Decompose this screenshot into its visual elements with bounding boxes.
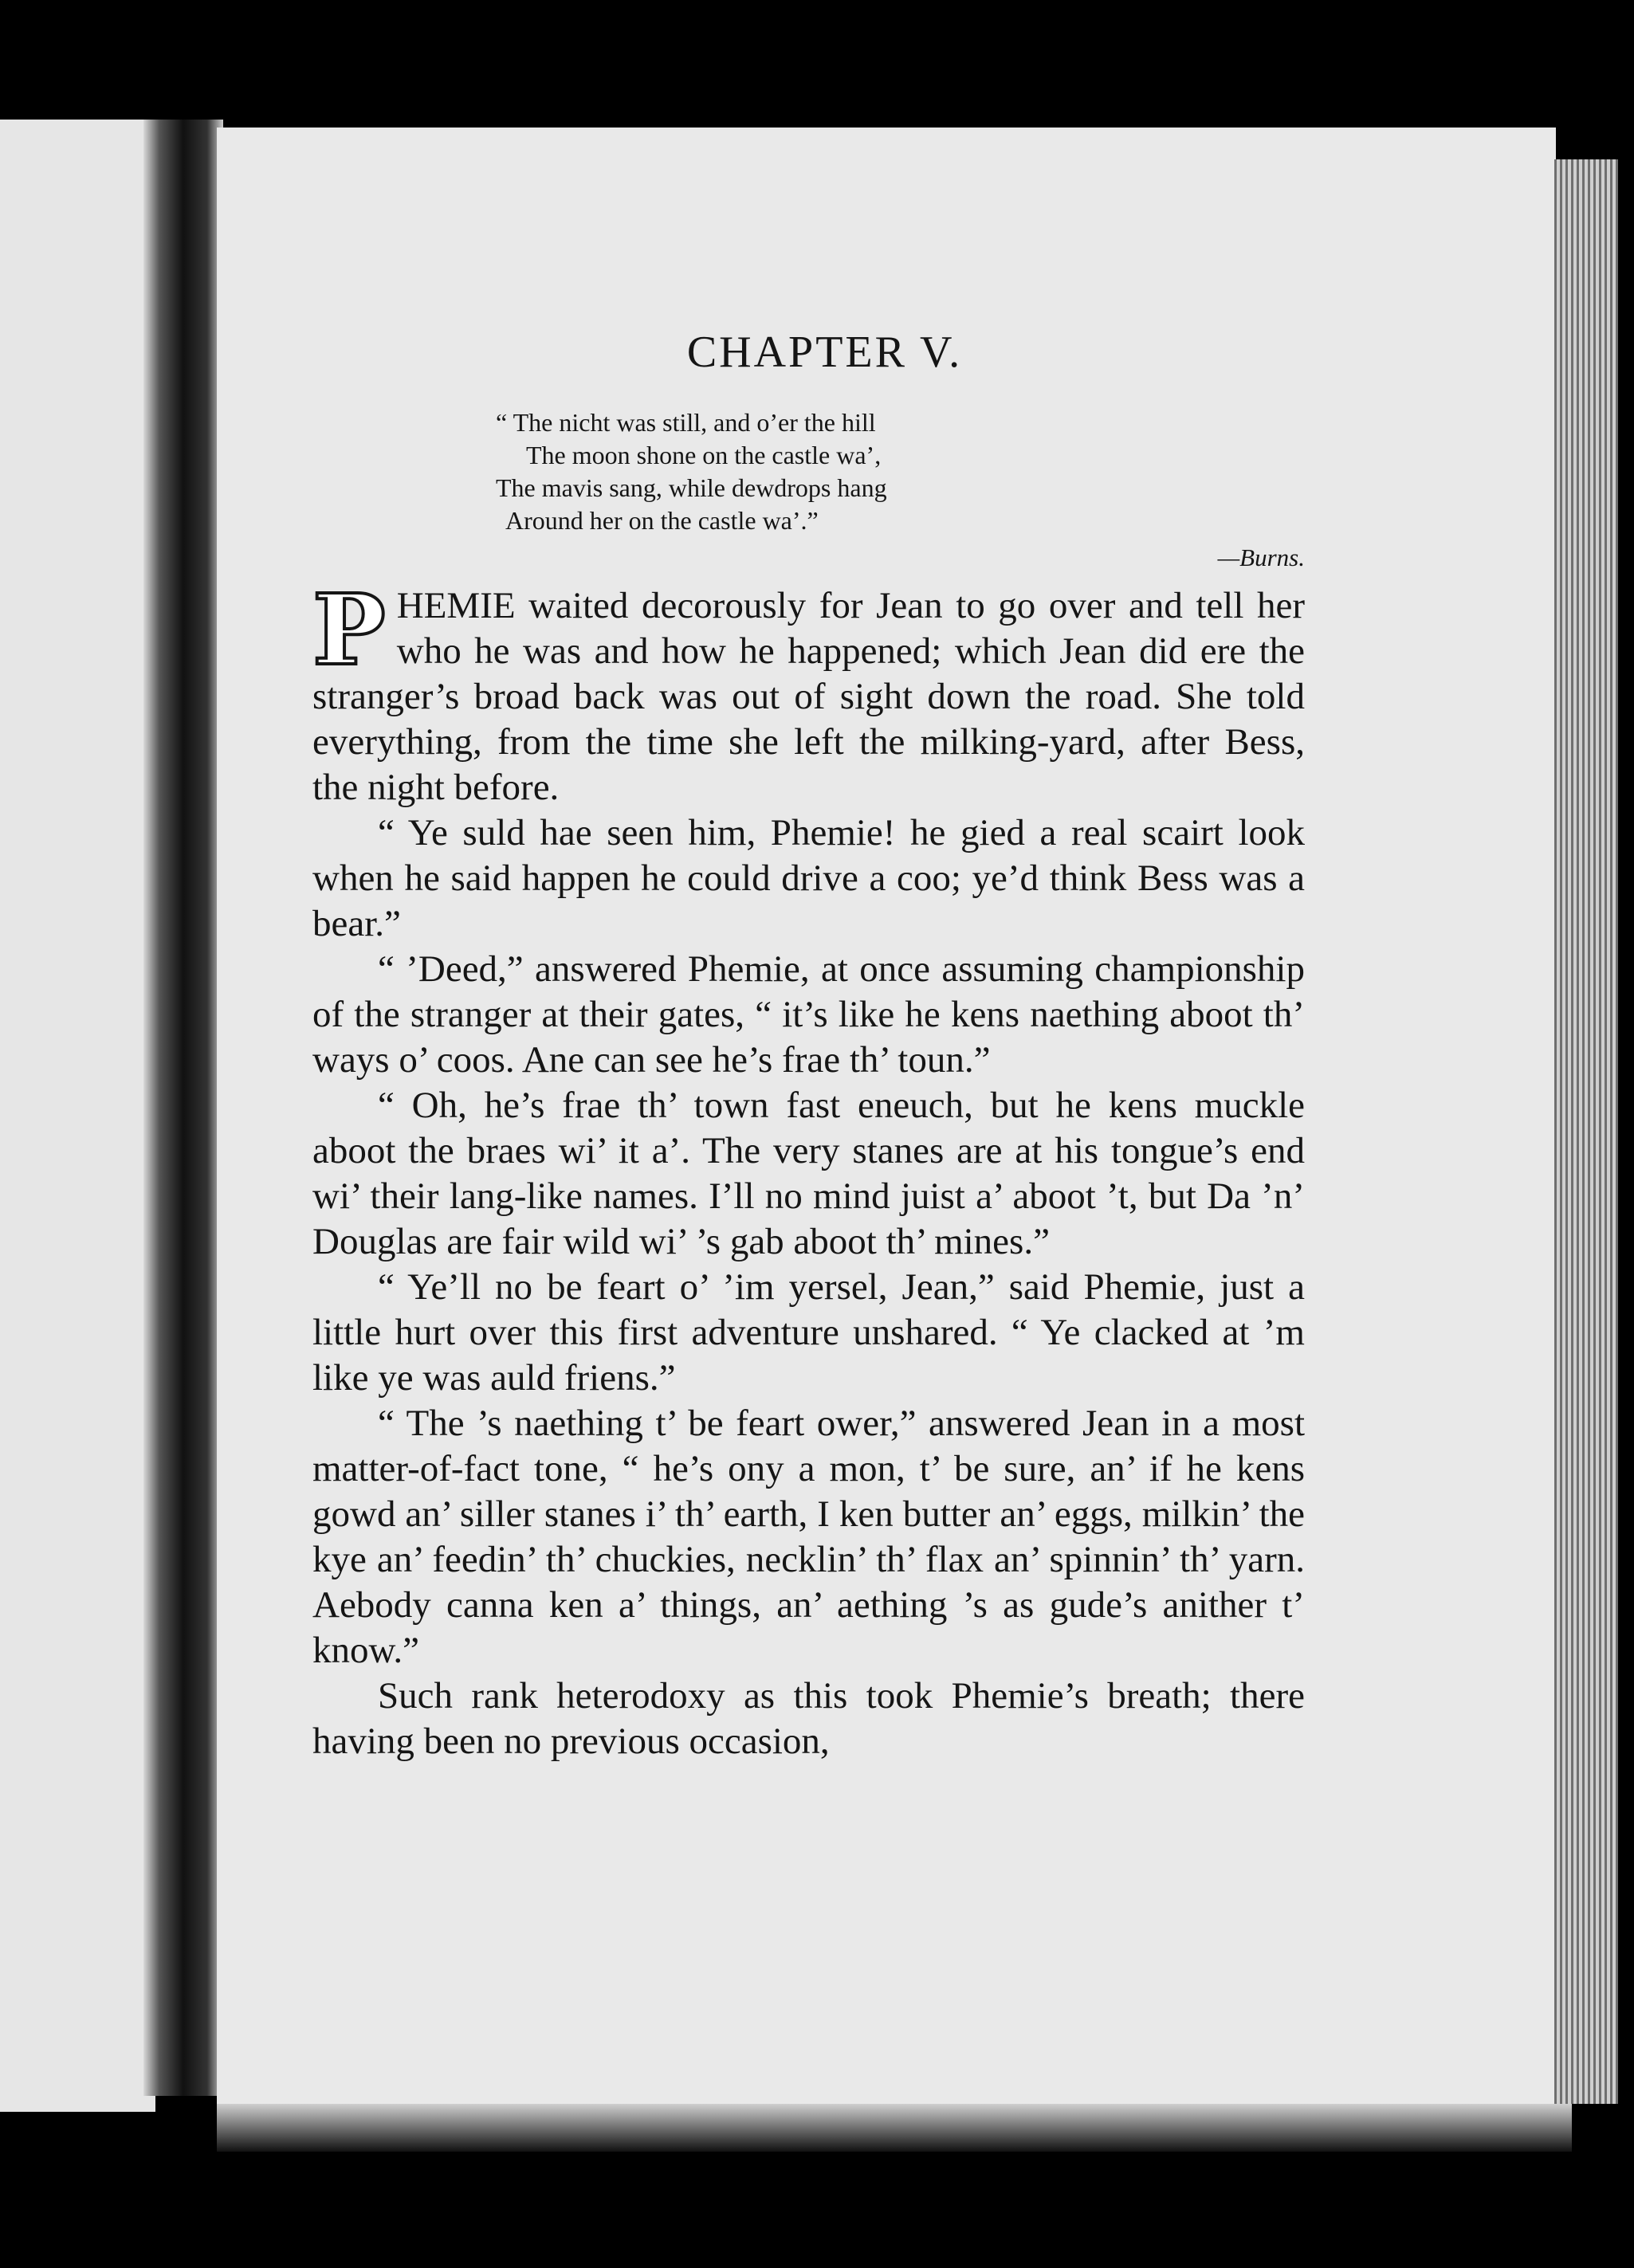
paragraph <box>312 572 1305 810</box>
paragraph: “ Ye’ll no be feart o’ ’im yersel, Jean,” said Phemie, just a little hurt over this first adventure unshared. “ Ye clacked at ’m like ye was auld friens.” <box>312 1266 1305 1399</box>
chapter-heading: CHAPTER V. <box>686 328 963 377</box>
body-text <box>312 572 1305 1764</box>
left-page-edge <box>0 120 155 2112</box>
epigraph-line: The mavis sang, while dewdrops hang <box>496 473 887 502</box>
paragraph-text: HEMIE waited decorously for Jean to go over and tell her who he was and how he happened; which Jean did ere the stranger’s broad back was out of sight down the road. She told everything, from the time she left the milking-yard, after Bess, the night before. <box>312 585 1305 808</box>
page-bottom-shadow <box>217 2104 1572 2152</box>
paragraph: “ ’Deed,” answered Phemie, at once assuming championship of the stranger at their gates, “ it’s like he kens naething aboot th’ ways o’ coos. Ane can see he’s frae th’ toun.” <box>312 948 1305 1081</box>
epigraph-line: Around her on the castle wa’.” <box>505 506 819 535</box>
page-content <box>312 303 1305 1764</box>
epigraph-line: The moon shone on the castle wa’, <box>526 441 882 469</box>
paragraph: Such rank heterodoxy as this took Phemie’s breath; there having been no previous occasion, <box>312 1675 1305 1762</box>
paragraph: “ The ’s naething t’ be feart ower,” answered Jean in a most matter-of-fact tone, “ he’s ony a mon, t’ be sure, an’ if he kens gowd an’ siller stanes i’ th’ earth, I ken butter an’ eggs, milkin’ the kye an’ feedin’ th’ chuckies, necklin’ th’ flax an’ spinnin’ th’ yarn. Aebody canna ken a’ things, an’ aething ’s as gude’s anither t’ know.” <box>312 1403 1305 1671</box>
epigraph-attribution: —Burns. <box>1217 543 1305 571</box>
epigraph-line: “ The nicht was still, and o’er the hill <box>496 408 876 437</box>
paragraph: “ Oh, he’s frae th’ town fast eneuch, but he kens muckle aboot the braes wi’ it a’. The very stanes are at his tongue’s end wi’ their lang-like names. I’ll no mind juist a’ aboot ’t, but Da ’n’ Douglas are fair wild wi’ ’s gab aboot th’ mines.” <box>312 1085 1305 1262</box>
paragraph: “ Ye suld hae seen him, Phemie! he gied a real scairt look when he said happen he could drive a coo; ye’d think Bess was a bear.” <box>312 812 1305 944</box>
epigraph <box>496 406 1305 537</box>
book-gutter <box>143 120 223 2096</box>
page-edges <box>1554 159 1618 2104</box>
drop-cap-initial: P <box>312 572 386 687</box>
